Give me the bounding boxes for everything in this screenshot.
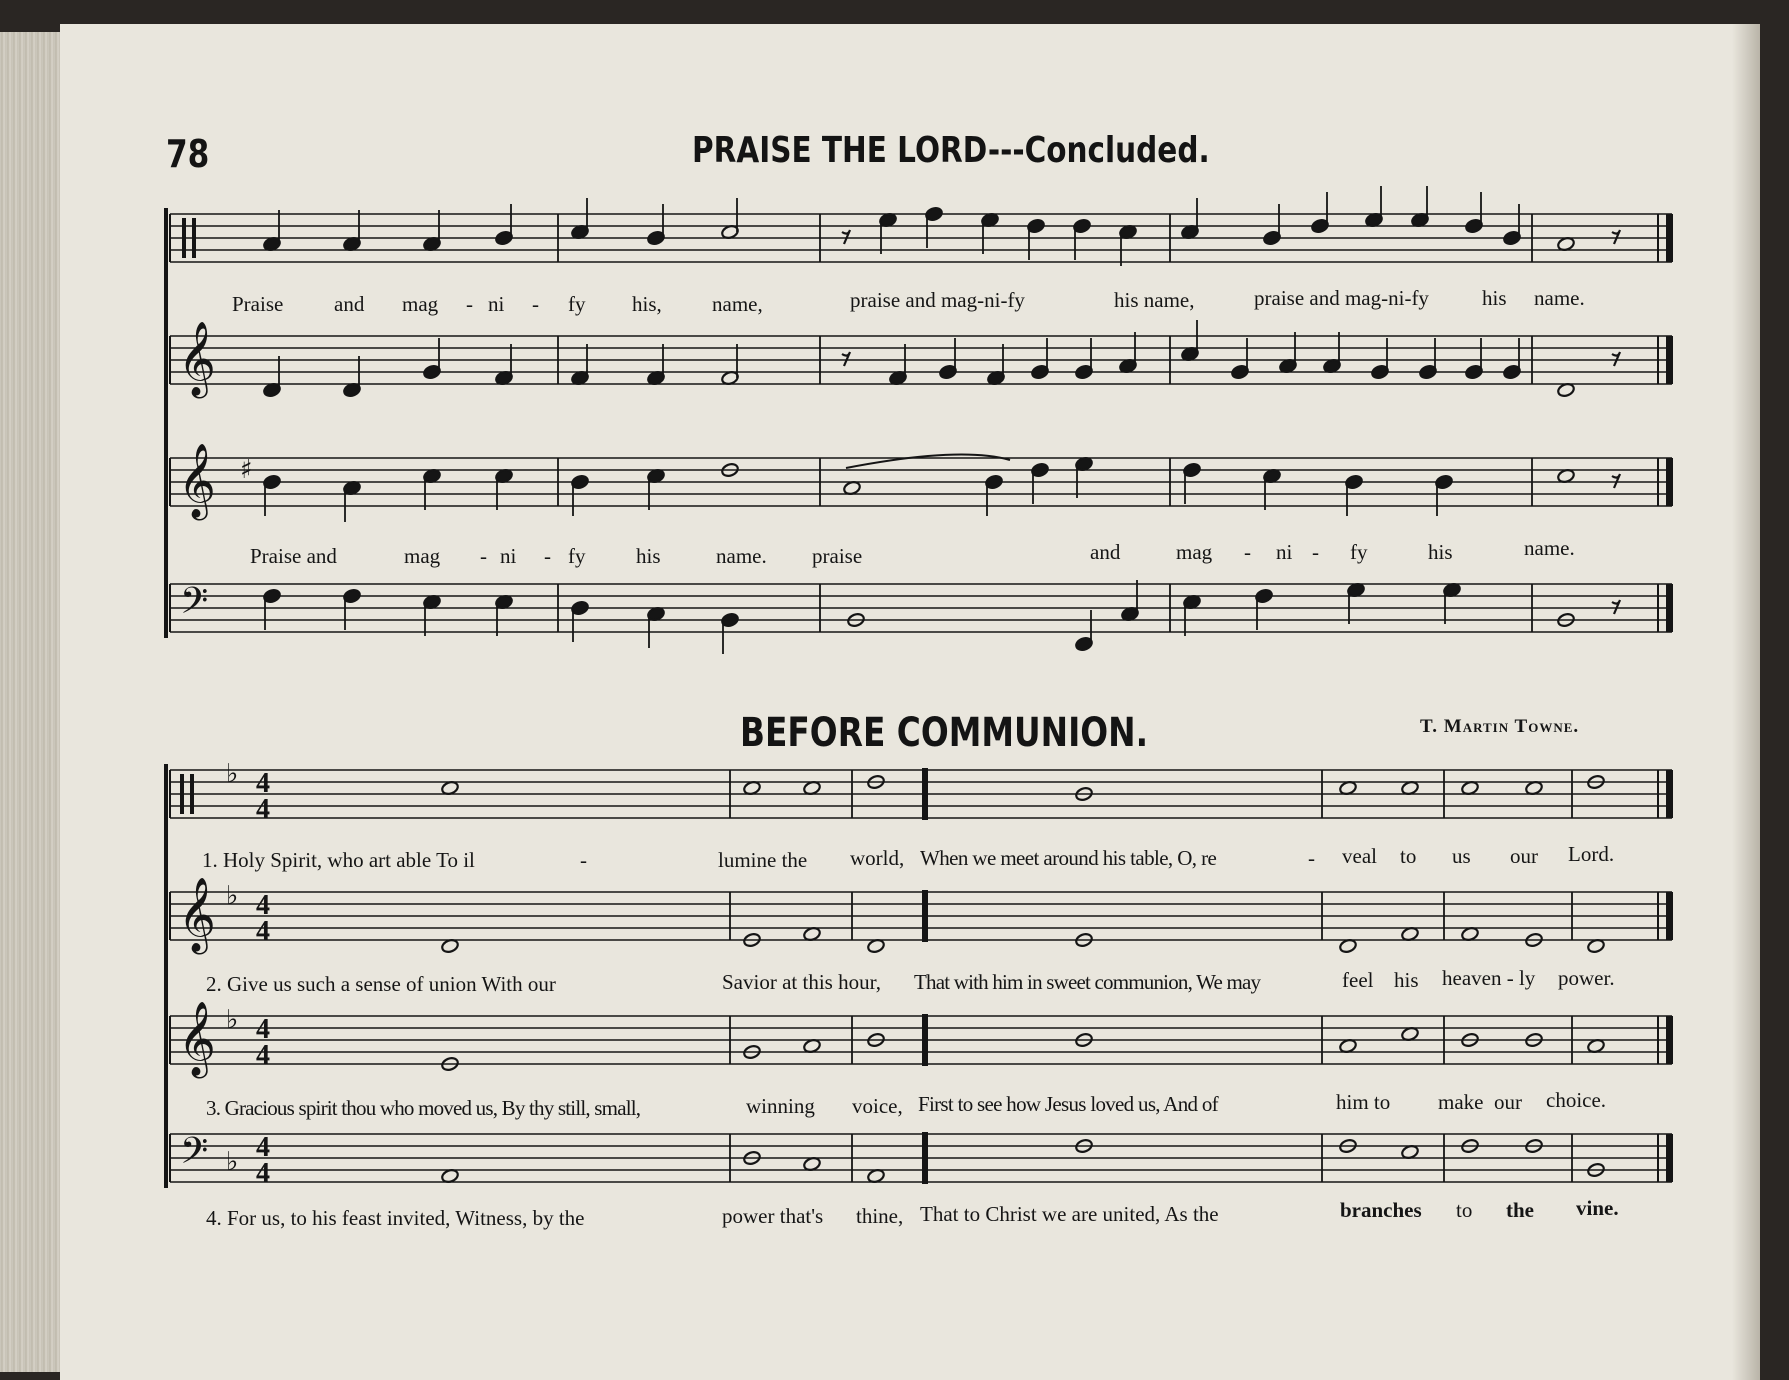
lyric: his, xyxy=(632,292,662,316)
lyric: fy xyxy=(1350,540,1368,564)
flat-icon: ♭ xyxy=(226,881,239,911)
lyric: - xyxy=(1312,540,1319,564)
verse-3-text: make xyxy=(1438,1090,1484,1114)
final-barline xyxy=(1666,584,1673,632)
lyric: his name, xyxy=(1114,288,1195,312)
treble-clef-icon: 𝄞 xyxy=(178,322,216,396)
lyric: ni xyxy=(500,544,517,568)
lyric: fy xyxy=(568,292,586,316)
thick-barline xyxy=(922,1132,928,1184)
verse-3-text: him to xyxy=(1336,1090,1391,1114)
lyric: name. xyxy=(716,544,767,568)
verse-1-text: Lord. xyxy=(1568,842,1615,866)
lyric: ni xyxy=(488,292,505,316)
verse-3-text: First to see how Jesus loved us, And of xyxy=(918,1092,1218,1116)
lyric: Praise and xyxy=(250,544,337,568)
time-signature-numerator: 4 xyxy=(256,768,270,799)
verse-4-text: vine. xyxy=(1576,1196,1619,1220)
rest xyxy=(1612,230,1620,244)
verse-1-text: to xyxy=(1400,844,1417,868)
thick-barline xyxy=(922,1014,928,1066)
lyric: name. xyxy=(1534,286,1585,310)
lyric: praise and mag-ni-fy xyxy=(1254,286,1429,310)
treble-clef-icon: 𝄞 xyxy=(178,878,216,952)
verse-1-text: us xyxy=(1452,844,1471,868)
time-signature-numerator: 4 xyxy=(256,1014,270,1045)
final-barline xyxy=(1666,1134,1673,1182)
final-barline xyxy=(1666,336,1673,384)
verse-2-text: Savior at this hour, xyxy=(722,970,881,994)
page-number: 78 xyxy=(166,132,210,176)
flat-icon: ♭ xyxy=(226,1147,239,1177)
final-barline xyxy=(1666,1016,1673,1064)
verse-4-text: branches xyxy=(1340,1198,1422,1222)
hymn2-title: BEFORE COMMUNION. xyxy=(740,710,1149,756)
lyric: - xyxy=(532,292,539,316)
flat-icon: ♭ xyxy=(226,759,239,789)
lyric: - xyxy=(466,292,473,316)
time-signature-numerator: 4 xyxy=(256,1132,270,1163)
lyric: his xyxy=(1428,540,1453,564)
verse-3-text: winning xyxy=(746,1094,815,1118)
time-signature-denominator: 4 xyxy=(256,794,270,825)
verse-4-text: thine, xyxy=(856,1204,904,1228)
verse-2-text: feel xyxy=(1342,968,1374,992)
verse-1-text: veal xyxy=(1342,844,1377,868)
composer-credit: T. Martin Towne. xyxy=(1420,716,1580,737)
lyric: praise xyxy=(812,544,863,568)
lyric: - xyxy=(544,544,551,568)
verse-2-text: power. xyxy=(1558,966,1615,990)
verse-2-text: his xyxy=(1394,968,1419,992)
verse-3-text: our xyxy=(1494,1090,1522,1114)
verse-3-text: voice, xyxy=(852,1094,903,1118)
rest xyxy=(842,230,850,244)
lyric: and xyxy=(1090,540,1121,564)
rest xyxy=(1612,352,1620,366)
time-signature-denominator: 4 xyxy=(256,1158,270,1189)
verse-2-text: That with him in sweet communion, We may xyxy=(914,970,1261,994)
verse-1-text: world, xyxy=(850,846,905,870)
lyric: - xyxy=(480,544,487,568)
thick-barline xyxy=(922,768,928,820)
clef-bar-icon xyxy=(190,774,194,814)
lyric: mag xyxy=(402,292,439,316)
flat-icon: ♭ xyxy=(226,1005,239,1035)
bass-clef-icon: 𝄢 xyxy=(180,1130,209,1181)
lyric: fy xyxy=(568,544,586,568)
clef-bar-icon xyxy=(182,218,186,258)
clef-bar-icon xyxy=(180,774,184,814)
lyric: Praise xyxy=(232,292,284,316)
lyric: mag xyxy=(1176,540,1213,564)
lyric: name. xyxy=(1524,536,1575,560)
final-barline xyxy=(1666,770,1673,818)
lyric: and xyxy=(334,292,365,316)
time-signature-numerator: 4 xyxy=(256,890,270,921)
verse-4-text: the xyxy=(1506,1198,1534,1222)
thick-barline xyxy=(922,890,928,942)
rest xyxy=(1612,474,1620,488)
final-barline xyxy=(1666,458,1673,506)
verse-3-text: choice. xyxy=(1546,1088,1607,1112)
verse-1-text: - xyxy=(1308,846,1315,870)
lyric: his xyxy=(1482,286,1507,310)
lyric: - xyxy=(1244,540,1251,564)
treble-clef-icon: 𝄞 xyxy=(178,444,216,518)
lyric: ni xyxy=(1276,540,1293,564)
verse-4-text: power that's xyxy=(722,1204,824,1228)
time-signature-denominator: 4 xyxy=(256,916,270,947)
clef-bar-icon xyxy=(192,218,196,258)
lyric: his xyxy=(636,544,661,568)
verse-4-text: to xyxy=(1456,1198,1473,1222)
sharp-icon: ♯ xyxy=(240,455,253,485)
verse-1-text: 1. Holy Spirit, who art able To il xyxy=(202,848,475,872)
verse-2-text: 2. Give us such a sense of union With our xyxy=(206,972,556,996)
treble-clef-icon: 𝄞 xyxy=(178,1002,216,1076)
system-bracket xyxy=(164,764,168,1188)
time-signature-denominator: 4 xyxy=(256,1040,270,1071)
verse-4-text: That to Christ we are united, As the xyxy=(920,1202,1219,1226)
verse-1-text: lumine the xyxy=(718,848,808,872)
final-barline xyxy=(1666,214,1673,262)
verse-1-text: When we meet around his table, O, re xyxy=(920,846,1217,870)
verse-4-text: 4. For us, to his feast invited, Witness, by the xyxy=(206,1206,585,1230)
hymn1-title: PRAISE THE LORD---Concluded. xyxy=(692,130,1210,171)
rest xyxy=(1612,600,1620,614)
system-bracket xyxy=(164,208,168,638)
verse-1-text: our xyxy=(1510,844,1538,868)
bass-clef-icon: 𝄢 xyxy=(180,580,209,631)
lyric: name, xyxy=(712,292,763,316)
verse-2-text: heaven - ly xyxy=(1442,966,1536,990)
tie xyxy=(846,455,1010,468)
final-barline xyxy=(1666,892,1673,940)
lyric: praise and mag-ni-fy xyxy=(850,288,1025,312)
verse-1-text: - xyxy=(580,848,587,872)
lyric: mag xyxy=(404,544,441,568)
rest xyxy=(842,352,850,366)
verse-3-text: 3. Gracious spirit thou who moved us, By thy still, small, xyxy=(206,1096,641,1120)
